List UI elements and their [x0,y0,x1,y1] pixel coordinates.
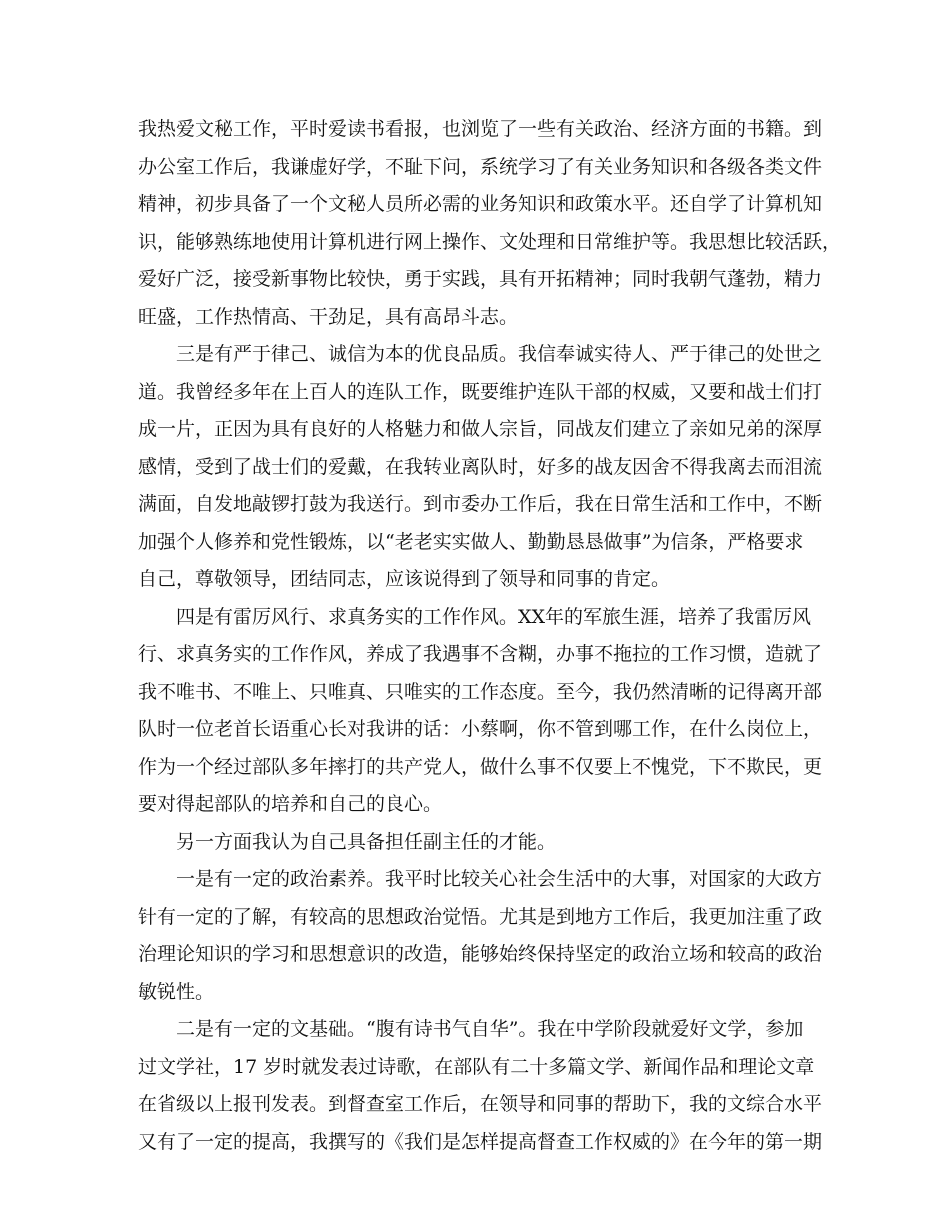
text-line: 敏锐性。 [138,980,215,1003]
text-line: 精神，初步具备了一个文秘人员所必需的业务知识和政策水平。还自学了计算机知 [138,193,823,215]
text-line: 识，能够熟练地使用计算机进行网上操作、文处理和日常维护等。我思想比较活跃， [138,230,842,253]
text-line: 队时一位老首长语重心长对我讲的话：小蔡啊，你不管到哪工作，在什么岗位上， [138,718,823,740]
text-line: 作为一个经过部队多年摔打的共产党人，做什么事不仅要上不愧党，下不欺民，更 [138,755,823,778]
text-line: 四是有雷厉风行、求真务实的工作作风。XX年的军旅生涯，培养了我雷厉风 [176,605,812,628]
text-line: 一是有一定的政治素养。我平时比较关心社会生活中的大事，对国家的大政方 [176,868,823,890]
text-line: 另一方面我认为自己具备担任副主任的才能。 [176,830,557,853]
text-line: 成一片，正因为具有良好的人格魅力和做人宗旨，同战友们建立了亲如兄弟的深厚 [138,418,823,440]
paragraph [138,599,823,824]
text-line: 针有一定的了解，有较高的思想政治觉悟。尤其是到地方工作后，我更加注重了政 [138,905,823,928]
text-line: 行、求真务实的工作作风，养成了我遇事不含糊，办事不拖拉的工作习惯，造就了 [138,643,823,665]
text-line: 旺盛，工作热情高、干劲足，具有高昂斗志。 [138,305,519,328]
text-line: 我热爱文秘工作，平时爱读书看报，也浏览了一些有关政治、经济方面的书籍。到 [138,118,823,140]
paragraph [138,111,842,336]
text-line: 过文学社，17 岁时就发表过诗歌，在部队有二十多篇文学、新闻作品和理论文章 [138,1055,815,1078]
paragraph [138,336,823,599]
text-line: 道。我曾经多年在上百人的连队工作，既要维护连队干部的权威，又要和战士们打 [138,380,823,403]
text-line: 又有了一定的提高，我撰写的《我们是怎样提高督查工作权威的》在今年的第一期 [138,1130,823,1153]
text-line: 三是有严于律己、诚信为本的优良品质。我信奉诚实待人、严于律己的处世之 [176,343,823,365]
text-line: 二是有一定的文基础。“腹有诗书气自华”。我在中学阶段就爱好文学，参加 [176,1018,804,1040]
paragraph [138,824,818,862]
paragraph [138,1011,823,1161]
text-line: 我不唯书、不唯上、只唯真、只唯实的工作态度。至今，我仍然清晰的记得离开部 [138,680,823,703]
text-line: 加强个人修养和党性锻炼，以“老老实实做人、勤勤恳恳做事”为信条，严格要求 [138,530,804,553]
text-line: 治理论知识的学习和思想意识的改造，能够始终保持坚定的政治立场和较高的政治 [138,943,823,965]
text-line: 要对得起部队的培养和自己的良心。 [138,793,443,815]
text-line: 感情，受到了战士们的爱戴，在我转业离队时，好多的战友因舍不得我离去而泪流 [138,455,823,478]
text-line: 爱好广泛，接受新事物比较快，勇于实践，具有开拓精神；同时我朝气蓬勃，精力 [138,268,823,290]
text-line: 办公室工作后，我谦虚好学，不耻下问，系统学习了有关业务知识和各级各类文件 [138,155,823,178]
document-body [138,111,842,1161]
text-line: 在省级以上报刊发表。到督查室工作后，在领导和同事的帮助下，我的文综合水平 [138,1093,823,1115]
text-line: 自己，尊敬领导，团结同志，应该说得到了领导和同事的肯定。 [138,568,671,590]
text-line: 满面，自发地敲锣打鼓为我送行。到市委办工作后，我在日常生活和工作中，不断 [138,493,823,515]
paragraph [138,861,823,1011]
